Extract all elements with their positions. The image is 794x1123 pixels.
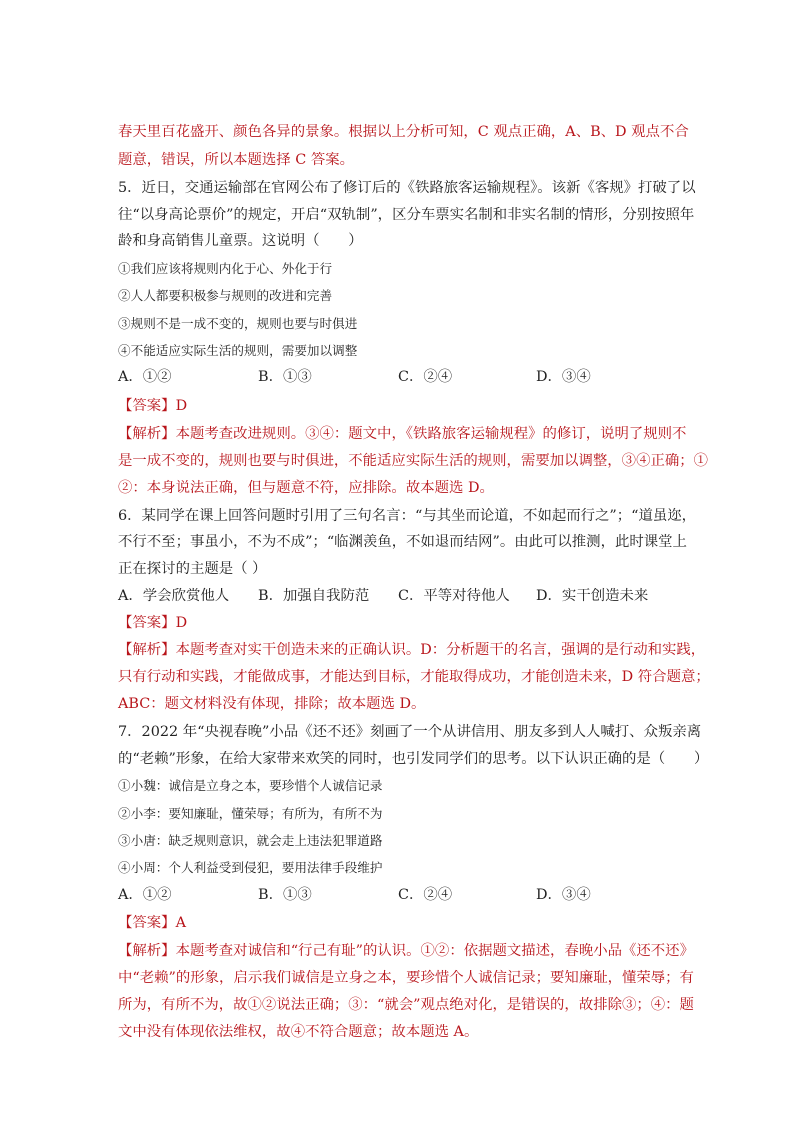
q5-stem-line-2: 往“以身高论票价”的规定，开启“双轨制”，区分车票实名制和非实名制的情形，分别按照年 — [118, 207, 695, 223]
q5-statement-2: ②人人都要积极参与规则的改进和完善 — [118, 288, 333, 303]
q5-choice-a: A．①② — [118, 369, 172, 385]
q5-statement-3: ③规则不是一成不变的，规则也要与时俱进 — [118, 316, 358, 331]
q5-analysis-line-3: ②：本身说法正确，但与题意不符，应排除。故本题选 D。 — [118, 480, 494, 496]
q7-stem-line-2: 的“老赖”形象，在给大家带来欢笑的同时，也引发同学们的思考。以下认识正确的是（ ） — [118, 751, 709, 767]
q7-choice-d: D．③④ — [536, 887, 591, 903]
q7-analysis-line-4: 文中没有体现依法维权，故④不符合题意；故本题选 A。 — [118, 1024, 479, 1040]
q5-choice-c: C．②④ — [398, 369, 453, 385]
analysis-tag: 【解析】 — [118, 642, 176, 658]
q7-choice-c: C．②④ — [398, 887, 453, 903]
analysis-text: 本题考查对实干创造未来的正确认识。D：分析题干的名言，强调的是行动和实践， — [175, 642, 706, 658]
q6-stem-line-1: 6．某同学在课上回答问题时引用了三句名言：“与其坐而论道，不如起而行之”；“道虽迩， — [118, 508, 697, 524]
q6-choice-a: A．学会欣赏他人 — [118, 588, 230, 604]
q6-answer — [118, 613, 187, 633]
q6-analysis-line-2: 只有行动和实践，才能做成事，才能达到目标，才能取得成功，才能创造未来，D 符合题意； — [118, 669, 710, 685]
answer-value: D — [175, 398, 188, 414]
q5-stem-line-3: 龄和身高销售儿童票。这说明（ ） — [118, 233, 363, 249]
q6-choice-d: D．实干创造未来 — [536, 588, 649, 604]
q7-analysis-line-2: 中“老赖”的形象，启示我们诚信是立身之本，要珍惜个人诚信记录；要知廉耻，懂荣辱；有 — [118, 970, 694, 986]
answer-value: D — [175, 615, 188, 631]
q6-choice-c: C．平等对待他人 — [398, 588, 510, 604]
q6-analysis-line-3: ABC：题文材料没有体现，排除；故本题选 D。 — [118, 696, 426, 712]
analysis-text: 本题考查对诚信和“行己有耻”的认识。①②：依据题文描述，春晚小品《还不还》 — [175, 943, 694, 959]
prev-analysis-line-1: 春天里百花盛开、颜色各异的景象。根据以上分析可知，C 观点正确，A、B、D 观点不合 — [118, 124, 689, 140]
analysis-text: 本题考查改进规则。③④：题文中，《铁路旅客运输规程》的修订，说明了规则不 — [175, 426, 687, 442]
answer-tag: 【答案】 — [118, 615, 176, 631]
q7-stem-line-1: 7．2022 年“央视春晚”小品《还不还》刻画了一个从讲信用、朋友多到人人喊打、众叛亲离 — [118, 724, 702, 740]
q7-statement-2: ②小李：要知廉耻，懂荣辱；有所为，有所不为 — [118, 806, 383, 821]
q7-statement-3: ③小唐：缺乏规则意识，就会走上违法犯罪道路 — [118, 833, 383, 848]
answer-tag: 【答案】 — [118, 398, 176, 414]
q7-choice-b: B．①③ — [258, 887, 312, 903]
q6-stem-line-2: 不行不至；事虽小，不为不成”；“临渊羡鱼，不如退而结网”。由此可以推测，此时课堂上 — [118, 534, 687, 550]
q6-analysis-line-1 — [118, 640, 705, 660]
q5-stem-line-1: 5．近日，交通运输部在官网公布了修订后的《铁路旅客运输规程》。该新《客规》打破了以 — [118, 180, 696, 196]
q7-statement-1: ①小魏：诚信是立身之本，要珍惜个人诚信记录 — [118, 778, 383, 793]
prev-analysis-line-2: 题意，错误，所以本题选择 C 答案。 — [118, 152, 355, 168]
q5-choice-d: D．③④ — [536, 369, 591, 385]
q5-analysis-line-2: 是一成不变的，规则也要与时俱进，不能适应实际生活的规则，需要加以调整，③④正确；① — [118, 453, 709, 469]
q5-statement-4: ④不能适应实际生活的规则，需要加以调整 — [118, 343, 358, 358]
q7-statement-4: ④小周：个人利益受到侵犯，要用法律手段维护 — [118, 860, 383, 875]
q5-statement-1: ①我们应该将规则内化于心、外化于行 — [118, 261, 333, 276]
answer-tag: 【答案】 — [118, 915, 176, 931]
q7-analysis-line-1 — [118, 941, 694, 961]
answer-value: A — [175, 915, 186, 931]
q5-analysis-line-1 — [118, 424, 686, 444]
analysis-tag: 【解析】 — [118, 426, 176, 442]
q6-choice-b: B．加强自我防范 — [258, 588, 370, 604]
q7-choice-a: A．①② — [118, 887, 172, 903]
q5-answer — [118, 396, 187, 416]
q7-answer — [118, 913, 186, 933]
q6-stem-line-3: 正在探讨的主题是（ ） — [118, 561, 267, 577]
q5-choice-b: B．①③ — [258, 369, 312, 385]
q7-analysis-line-3: 所为，有所不为，故①②说法正确；③：“就会”观点绝对化，是错误的，故排除③；④：题 — [118, 997, 694, 1013]
analysis-tag: 【解析】 — [118, 943, 176, 959]
